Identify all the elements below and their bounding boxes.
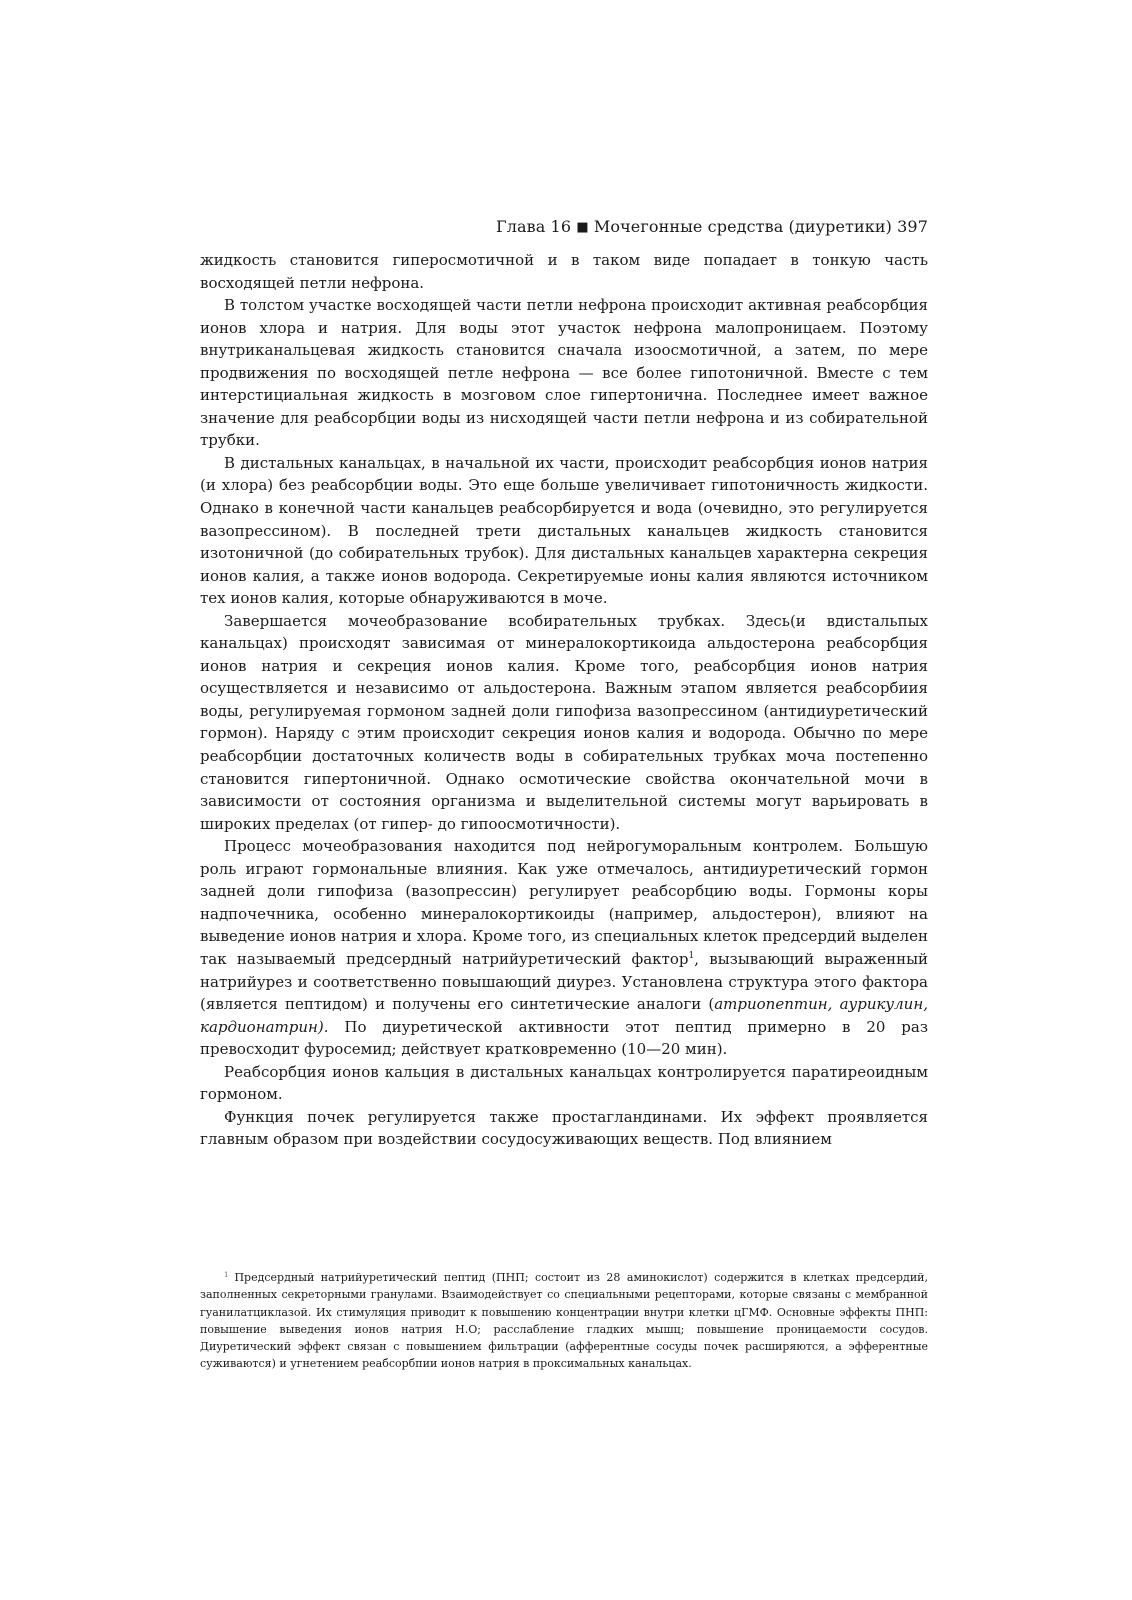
footnote-mark: 1 xyxy=(224,1271,229,1279)
running-header xyxy=(200,217,928,236)
chapter-label: Глава 16 xyxy=(496,217,572,236)
paragraph-collecting-tubules: Завершается мочеобразование всобирательных трубках. Здесь(и вдистальпых канальцах) происходят зависимая от минералокортикоида альдостерона реабсорбция ионов натрия и секреция ионов калия. Кроме того, реабсорбция ионов натрия осуществляется и независимо от альдостерона. Важным этапом является реабсорбиия воды, регулируемая гормоном задней доли гипофиза вазопрессином (антидиуретический гормон). Наряду с этим происходит секреция ионов калия и водорода. Обычно по мере реабсорбции достаточных количеств воды в собирательных трубках моча постепенно становится гипертоничной. Однако осмотические свойства окончательной мочи в зависимости от состояния организма и выделительной системы могут варьировать в широких пределах (от гипер- до гипоосмотичности). xyxy=(200,611,928,833)
paragraph-continuation: жидкость становится гиперосмотичной и в таком виде попадает в тонкую часть восходящей петли нефрона. xyxy=(200,251,928,292)
text-segment: Процесс мочеобразования находится под нейрогуморальным контролем. Большую роль играют гормональные влияния. Как уже отмечалось, антидиуретический гормон задней доли гипофиза (вазопрессин) регулирует реабсорбцию воды. Гормоны коры надпочечника, особенно минералокортикоиды (например, альдостерон), влияют на выведение ионов натрия и хлора. Кроме того, из специальных клеток предсердий выделен так называемый предсердный натрийуретический фактор xyxy=(200,837,928,968)
footnote xyxy=(200,1267,928,1373)
footnote-reference: 1 xyxy=(688,950,695,961)
page-number: 397 xyxy=(897,217,928,236)
footnote-text: Предсердный натрийуретический пептид (ПНП; состоит из 28 аминокислот) содержится в клетках предсердий, заполненных секреторными гранулами. Взаимодействует со специальными рецепторами, которые связаны с мембранной гуанилатциклазой. Их стимуляция приводит к повышению концентрации внутри клетки цГМФ. Основные эффекты ПНП: повышение выведения ионов натрия Н.О; расслабление гладких мышц; повышение проницаемости сосудов. Диуретический эффект связан с повышением фильтрации (афферентные сосуды почек расширяются, а эфферентные суживаются) и угнетением реабсорбпии ионов натрия в проксимальных канальцах. xyxy=(200,1271,928,1371)
paragraph-distal-tubules: В дистальных канальцах, в начальной их части, происходит реабсорбция ионов натрия (и хлора) без реабсорбции воды. Это еще больше увеличивает гипотоничность жидкости. Однако в конечной части канальцев реабсорбируется и вода (очевидно, это регулируется вазопрессином). В последней трети дистальных канальцев жидкость становится изотоничной (до собирательных трубок). Для дистальных канальцев характерна секреция ионов калия, а также ионов водорода. Секретируемые ионы калия являются источником тех ионов калия, которые обнаруживаются в моче. xyxy=(200,453,928,608)
paragraph-neurohumoral-control xyxy=(200,835,928,1060)
chapter-title: Мочегонные средства (диуретики) xyxy=(593,217,892,236)
square-bullet-icon: ■ xyxy=(576,220,589,235)
paragraph-calcium: Реабсорбция ионов кальция в дистальных канальцах контролируется паратиреоидным гормоном. xyxy=(200,1062,928,1104)
main-text xyxy=(200,249,928,1151)
text-segment: , вызывающий выраженный натрийурез и соответственно повышающий диурез. Установлена структура этого фактора (является пептидом) и получены его синтетические аналоги ( xyxy=(200,949,929,1014)
paragraph-prostaglandins: Функция почек регулируется также простагландинами. Их эффект проявляется главным образом при воздействии сосудосуживающих веществ. Под влиянием xyxy=(200,1107,928,1149)
text-segment: По диуретической активности этот пептид примерно в 20 раз превосходит фуросемид; действует кратковременно (10—20 мин). xyxy=(200,1017,928,1059)
paragraph-ascending-loop: В толстом участке восходящей части петли нефрона происходит активная реабсорбция ионов хлора и натрия. Для воды этот участок нефрона малопроницаем. Поэтому внутриканальцевая жидкость становится сначала изоосмотичной, а затем, по мере продвижения по восходящей петле нефрона — все более гипотоничной. Вместе с тем интерстициальная жидкость в мозговом слое гипертонична. Последнее имеет важное значение для реабсорбции воды из нисходящей части петли нефрона и из собирательной трубки. xyxy=(200,296,928,450)
italic-drug-names: атриопептин, аурикулин, кардионатрин). xyxy=(200,995,928,1036)
